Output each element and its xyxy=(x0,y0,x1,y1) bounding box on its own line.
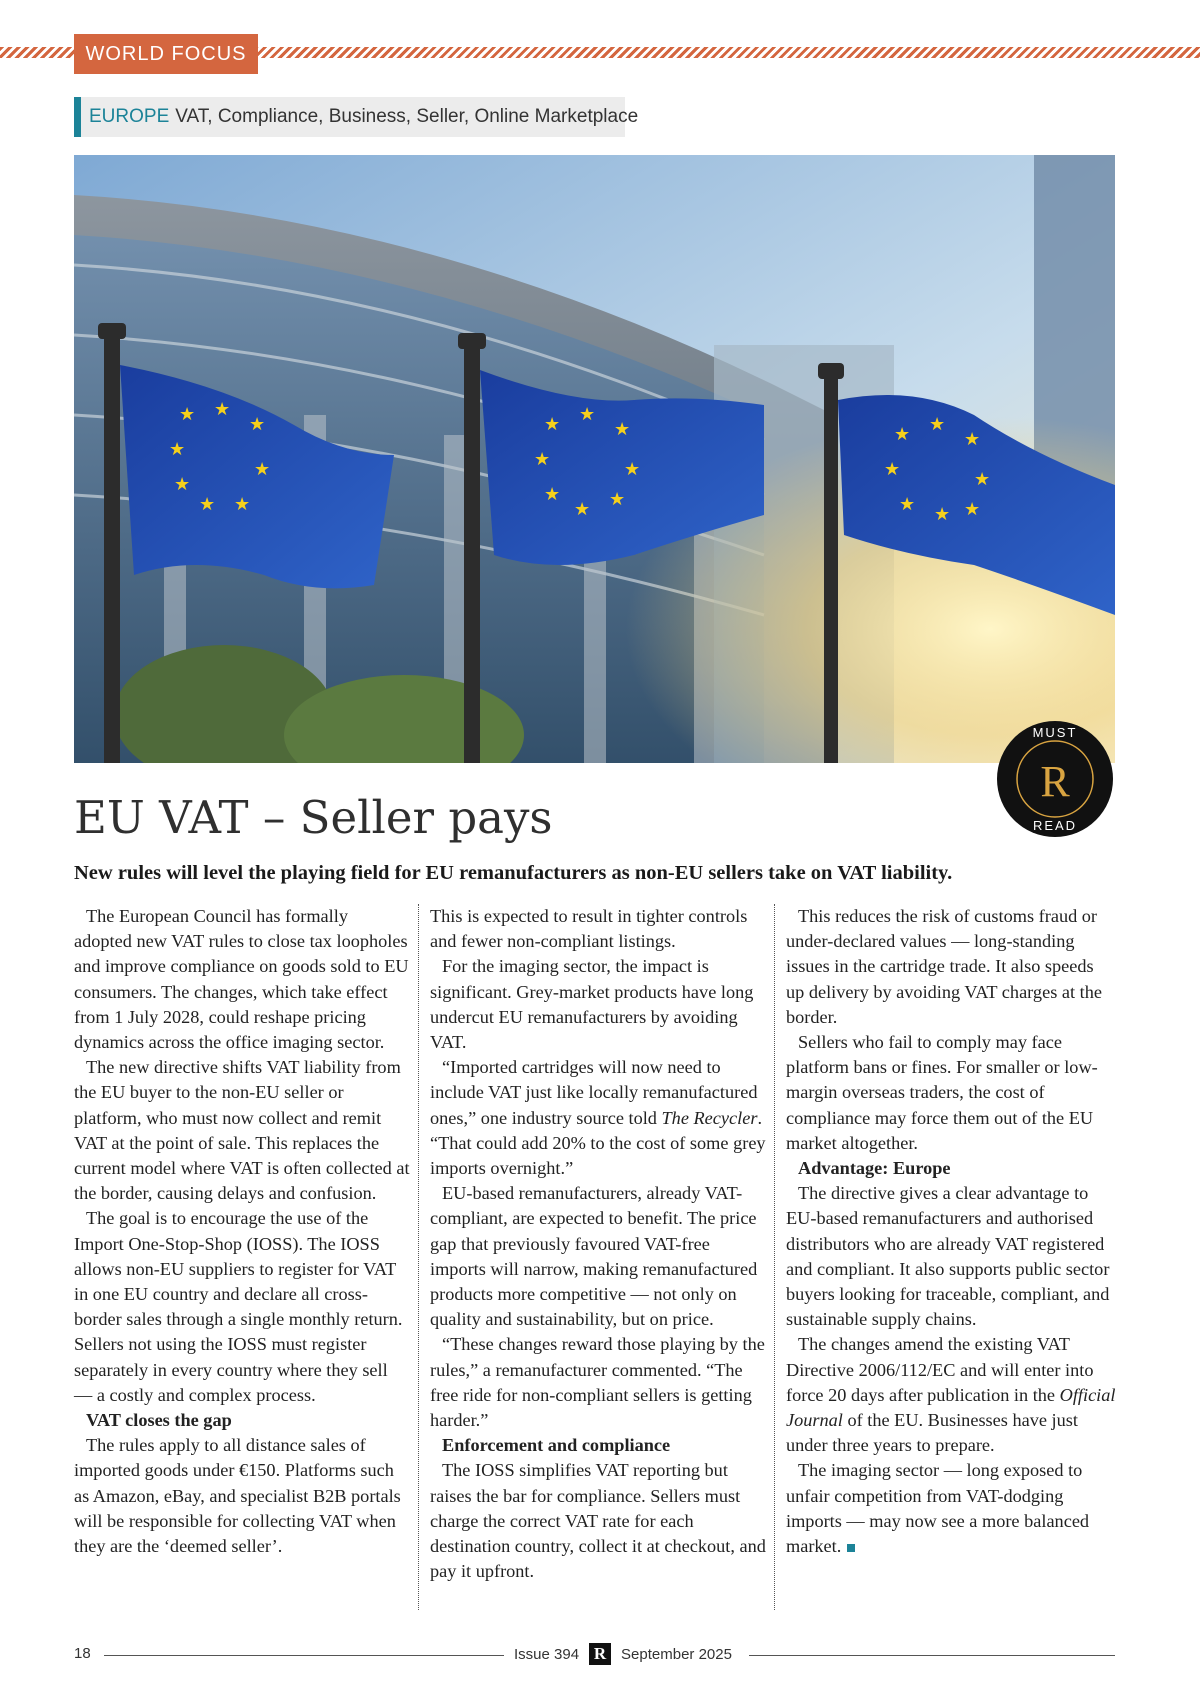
svg-text:★: ★ xyxy=(199,494,216,515)
paragraph: The directive gives a clear advantage to EU-based remanufacturers and authorised distributors who are already VAT registered and compliant. It also supports public sector buyers looking for traceable, compliant, and sustainable supply chains. xyxy=(786,1183,1110,1330)
subheading: VAT closes the gap xyxy=(86,1410,232,1431)
svg-text:★: ★ xyxy=(574,499,591,520)
svg-text:★: ★ xyxy=(614,419,631,440)
end-mark-icon xyxy=(847,1544,855,1552)
svg-text:★: ★ xyxy=(214,399,231,420)
paragraph: This is expected to result in tighter controls and fewer non-compliant listings. xyxy=(430,906,748,952)
svg-text:★: ★ xyxy=(609,489,626,510)
paragraph: “These changes reward those playing by the rules,” a remanufacturer commented. “The free ride for non-compliant sellers is getting harder.” xyxy=(430,1334,765,1431)
hero-image-eu-flags xyxy=(74,155,1115,763)
article-column-1 xyxy=(74,904,410,1610)
paragraph: The European Council has formally adopted new VAT rules to close tax loopholes and improve compliance on goods sold to EU consumers. The changes, which take effect from 1 July 2028, could reshape pricing dynamics across the office imaging sector. xyxy=(74,906,409,1053)
paragraph: Sellers who fail to comply may face platform bans or fines. For smaller or low-margin overseas traders, the cost of compliance may force them out of the EU market altogether. xyxy=(786,1032,1098,1153)
paragraph: The changes amend the existing VAT Directive 2006/112/EC and will enter into force 20 days after publication in the Official Journal of the EU. Businesses have just under three years to prepare. xyxy=(786,1334,1116,1456)
badge-letter: R xyxy=(1040,757,1070,806)
badge-bottom-text: READ xyxy=(1032,818,1078,833)
issue-date: September 2025 xyxy=(621,1645,732,1663)
paragraph: The rules apply to all distance sales of imported goods under €150. Platforms such as Amazon, eBay, and specialist B2B portals will be responsible for collecting VAT when they are the ‘deemed seller’. xyxy=(74,1435,401,1557)
footer-issue-info xyxy=(514,1643,732,1665)
svg-text:★: ★ xyxy=(234,494,251,515)
footer-rule-left xyxy=(104,1655,504,1656)
paragraph: The goal is to encourage the use of the Import One-Stop-Shop (IOSS). The IOSS allows non-EU suppliers to register for VAT in one EU country and declare all cross-border sales through a single monthly return. Sellers not using the IOSS must register separately in every country where they sell — a costly and complex process. xyxy=(74,1208,403,1405)
article-column-2 xyxy=(430,904,770,1610)
badge-top-text: MUST xyxy=(1032,725,1078,740)
subheading: Advantage: Europe xyxy=(798,1158,951,1179)
section-label: WORLD FOCUS xyxy=(74,34,258,74)
svg-text:★: ★ xyxy=(964,499,981,520)
svg-text:★: ★ xyxy=(254,459,271,480)
svg-text:★: ★ xyxy=(624,459,641,480)
svg-text:★: ★ xyxy=(534,449,551,470)
paragraph: For the imaging sector, the impact is significant. Grey-market products have long undercut EU remanufacturers by avoiding VAT. xyxy=(430,956,754,1053)
svg-text:★: ★ xyxy=(929,414,946,435)
article-standfirst: New rules will level the playing field for EU remanufacturers as non-EU sellers take on VAT liability. xyxy=(74,862,953,884)
svg-text:★: ★ xyxy=(169,439,186,460)
svg-text:★: ★ xyxy=(174,474,191,495)
svg-text:★: ★ xyxy=(179,404,196,425)
paragraph: The IOSS simplifies VAT reporting but raises the bar for compliance. Sellers must charge the correct VAT rate for each destination country, collect it at checkout, and pay it upfront. xyxy=(430,1460,766,1582)
svg-text:★: ★ xyxy=(894,424,911,445)
svg-text:★: ★ xyxy=(579,404,596,425)
svg-text:★: ★ xyxy=(544,414,561,435)
publication-logo-icon: R xyxy=(589,1643,611,1665)
paragraph: This reduces the risk of customs fraud or under-declared values — long-standing issues in the cartridge trade. It also speeds up delivery by avoiding VAT charges at the border. xyxy=(786,906,1102,1027)
subheading: Enforcement and compliance xyxy=(442,1435,671,1456)
svg-text:★: ★ xyxy=(899,494,916,515)
paragraph: The new directive shifts VAT liability from the EU buyer to the non-EU seller or platform, who must now collect and remit VAT at the point of sale. This replaces the current model where VAT is often collected at the border, causing delays and confusion. xyxy=(74,1057,410,1204)
paragraph: The imaging sector — long exposed to unfair competition from VAT-dodging imports — may now see a more balanced market. xyxy=(786,1460,1090,1557)
paragraph: “Imported cartridges will now need to include VAT just like locally remanufactured ones,” one industry source told The Recycler. “That could add 20% to the cost of some grey imports overnight.” xyxy=(430,1057,766,1179)
publication-name: The Recycler xyxy=(661,1107,758,1128)
region-label: EUROPE xyxy=(89,106,170,127)
page-number: 18 xyxy=(74,1645,91,1662)
publication-name: Official Journal xyxy=(786,1384,1116,1431)
article-column-3 xyxy=(786,904,1116,1610)
must-read-badge xyxy=(996,720,1114,838)
page-footer xyxy=(74,1643,1115,1667)
svg-text:★: ★ xyxy=(934,504,951,525)
column-divider xyxy=(418,904,419,1610)
article-headline: EU VAT – Seller pays xyxy=(74,791,553,844)
svg-text:★: ★ xyxy=(544,484,561,505)
svg-text:★: ★ xyxy=(974,469,991,490)
svg-text:★: ★ xyxy=(249,414,266,435)
column-divider xyxy=(774,904,775,1610)
svg-text:★: ★ xyxy=(884,459,901,480)
footer-rule-right xyxy=(749,1655,1115,1656)
tag-strip xyxy=(74,97,639,137)
paragraph: EU-based remanufacturers, already VAT-compliant, are expected to benefit. The price gap that previously favoured VAT-free imports will narrow, making remanufactured products more competitive — not only on quality and sustainability, but on price. xyxy=(430,1183,758,1330)
svg-text:★: ★ xyxy=(964,429,981,450)
topic-tags: VAT, Compliance, Business, Seller, Online Marketplace xyxy=(175,106,639,127)
issue-number: Issue 394 xyxy=(514,1645,580,1663)
